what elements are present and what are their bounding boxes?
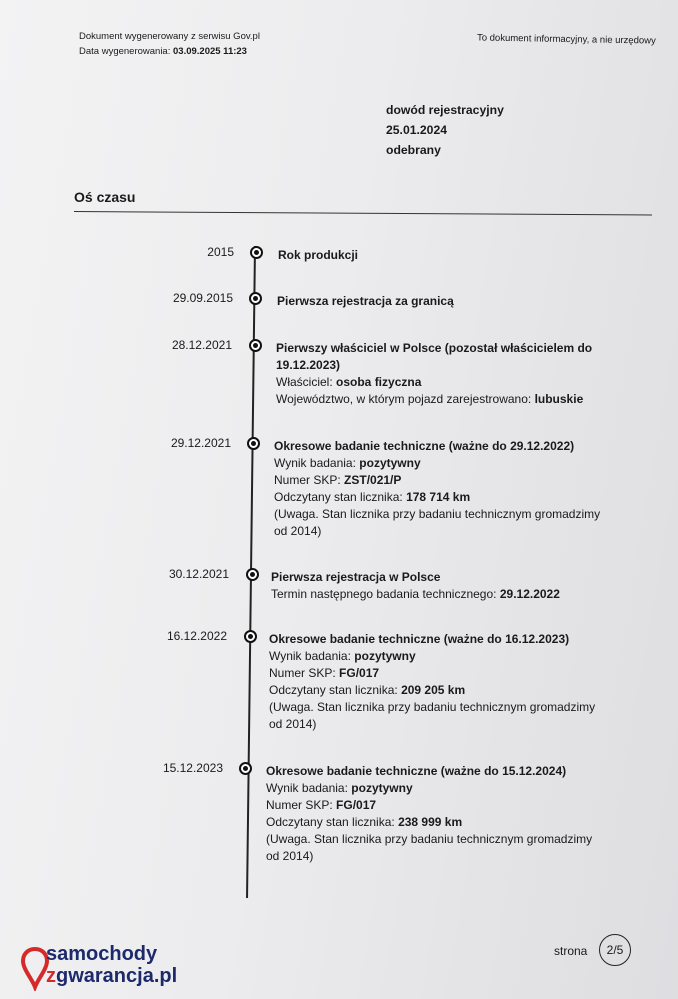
event-details xyxy=(271,569,611,603)
timeline-dot-icon xyxy=(249,292,262,305)
page-number: 2/5 xyxy=(599,934,631,966)
event-detail-line xyxy=(274,455,614,472)
event-details xyxy=(277,293,617,310)
generated-date-row xyxy=(79,44,260,59)
detail-value: FG/017 xyxy=(336,798,377,812)
event-detail-line xyxy=(269,682,609,699)
logo-text-accent: z xyxy=(46,965,56,987)
logo-text-bottom xyxy=(46,965,177,988)
event-detail-line xyxy=(276,391,616,408)
timeline-dot-icon xyxy=(250,246,263,259)
event-detail-line xyxy=(274,489,614,506)
detail-label: Odczytany stan licznika: xyxy=(269,683,398,697)
event-detail-line xyxy=(266,780,606,797)
detail-value: pozytywny xyxy=(354,649,416,663)
event-details xyxy=(266,763,606,865)
detail-value: 29.12.2022 xyxy=(499,587,560,601)
detail-value: 238 999 km xyxy=(398,815,463,829)
event-date: 29.09.2015 xyxy=(172,291,233,305)
event-date: 2015 xyxy=(207,245,234,259)
timeline-dot-icon xyxy=(247,437,260,450)
detail-label: (Uwaga. Stan licznika przy badaniu technicznym gromadzimy od 2014) xyxy=(269,700,596,731)
event-title: Pierwsza rejestracja w Polsce xyxy=(271,570,441,584)
section-divider xyxy=(74,211,652,216)
event-date: 16.12.2022 xyxy=(166,629,227,643)
event-detail-line xyxy=(269,699,609,733)
event-date: 15.12.2023 xyxy=(162,761,223,775)
detail-value: lubuskie xyxy=(534,392,584,406)
detail-label: Numer SKP: xyxy=(269,666,336,680)
event-detail-line xyxy=(266,797,606,814)
detail-value: pozytywny xyxy=(351,781,413,795)
detail-label: Termin następnego badania technicznego: xyxy=(271,587,497,601)
detail-label: Właściciel: xyxy=(276,375,333,389)
event-detail-line xyxy=(274,472,614,489)
detail-label: Wynik badania: xyxy=(269,649,351,663)
generated-from-text: Dokument wygenerowany z serwisu Gov.pl xyxy=(79,31,260,42)
detail-label: (Uwaga. Stan licznika przy badaniu technicznym gromadzimy od 2014) xyxy=(274,507,601,538)
detail-value: pozytywny xyxy=(359,456,421,470)
event-date: 30.12.2021 xyxy=(168,567,229,581)
logo-text-domain: gwarancja.pl xyxy=(56,965,178,987)
event-detail-line xyxy=(271,586,611,603)
generated-date-value: 03.09.2025 11:23 xyxy=(173,46,247,57)
logo-text-top: samochody xyxy=(46,943,158,965)
timeline-dot-icon xyxy=(246,568,259,581)
detail-value: FG/017 xyxy=(339,666,380,680)
timeline-dot-icon xyxy=(239,762,252,775)
event-detail-line xyxy=(276,374,616,391)
disclaimer-text: To dokument informacyjny, a nie urzędowy xyxy=(477,32,657,47)
detail-label: Odczytany stan licznika: xyxy=(266,815,395,829)
event-title: Rok produkcji xyxy=(278,248,359,262)
timeline-dot-icon xyxy=(249,339,262,352)
page-label: strona xyxy=(554,944,588,958)
event-title: Okresowe badanie techniczne (ważne do 16.12.2023) xyxy=(269,632,570,646)
detail-label: Numer SKP: xyxy=(274,473,341,487)
timeline-title: Oś czasu xyxy=(74,189,136,205)
meta-value: odebrany xyxy=(386,143,441,157)
event-details xyxy=(276,340,616,408)
generated-date-label: Data wygenerowania: xyxy=(79,46,171,57)
event-title: Okresowe badanie techniczne (ważne do 15.12.2024) xyxy=(266,764,567,778)
timeline-dot-icon xyxy=(244,630,257,643)
detail-label: Województwo, w którym pojazd zarejestrowano: xyxy=(276,392,532,406)
detail-label: Wynik badania: xyxy=(266,781,348,795)
event-details xyxy=(274,438,614,540)
detail-value: 178 714 km xyxy=(406,490,471,504)
event-details xyxy=(269,631,609,733)
detail-label: Odczytany stan licznika: xyxy=(274,490,403,504)
event-details xyxy=(278,247,618,264)
event-title: Pierwszy właściciel w Polsce (pozostał właścicielem do 19.12.2023) xyxy=(276,341,593,372)
event-title: Okresowe badanie techniczne (ważne do 29.12.2022) xyxy=(274,439,575,453)
detail-value: 209 205 km xyxy=(401,683,466,697)
detail-value: ZST/021/P xyxy=(344,473,402,487)
event-detail-line xyxy=(269,648,609,665)
generation-info xyxy=(79,29,260,59)
detail-value: osoba fizyczna xyxy=(336,375,422,389)
detail-label: Wynik badania: xyxy=(274,456,356,470)
meta-value: 25.01.2024 xyxy=(386,123,447,137)
event-detail-line xyxy=(266,831,606,865)
event-detail-line xyxy=(274,506,614,540)
event-title: Pierwsza rejestracja za granicą xyxy=(277,294,454,308)
event-date: 28.12.2021 xyxy=(171,338,232,352)
detail-label: Numer SKP: xyxy=(266,798,333,812)
meta-value: dowód rejestracyjny xyxy=(386,103,504,117)
event-detail-line xyxy=(266,814,606,831)
event-date: 29.12.2021 xyxy=(170,436,231,450)
detail-label: (Uwaga. Stan licznika przy badaniu technicznym gromadzimy od 2014) xyxy=(266,832,593,863)
event-detail-line xyxy=(269,665,609,682)
